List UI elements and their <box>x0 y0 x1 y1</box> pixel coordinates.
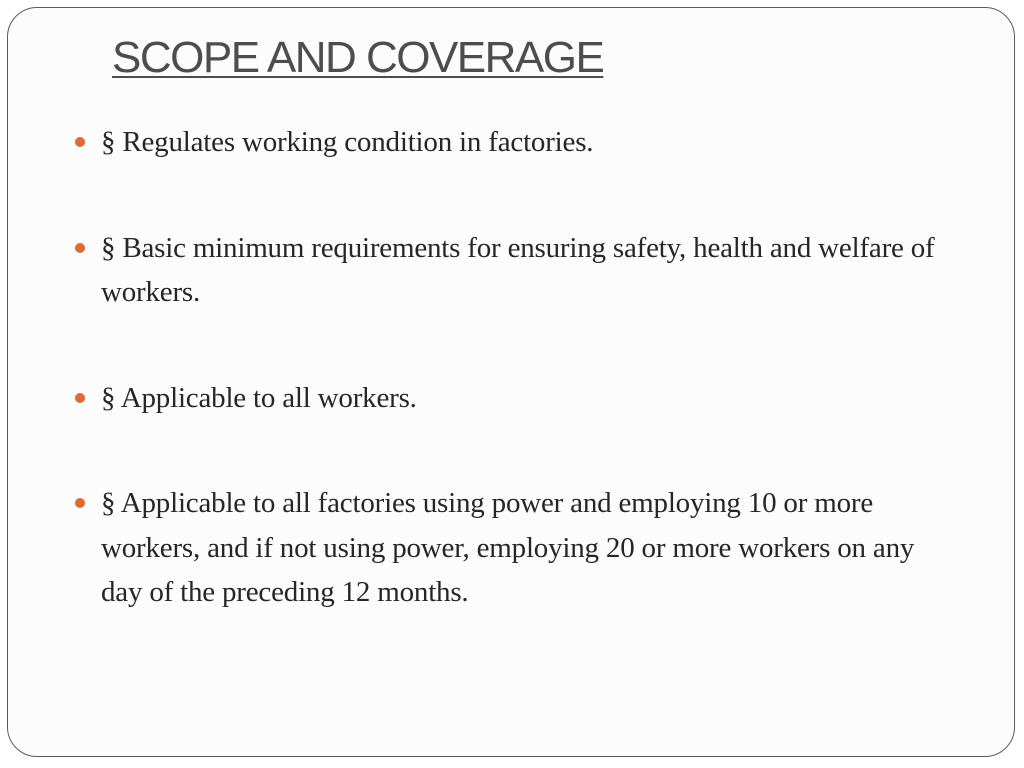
bullet-item <box>72 120 942 165</box>
bullet-item <box>72 376 942 421</box>
bullet-text: § Basic minimum requirements for ensuring safety, health and welfare of workers. <box>101 231 935 308</box>
bullet-item <box>72 226 942 315</box>
slide <box>7 7 1015 757</box>
bullet-item <box>72 481 942 615</box>
bullet-dot-icon <box>75 137 85 147</box>
bullet-dot-icon <box>75 393 85 403</box>
bullet-text: § Applicable to all factories using power and employing 10 or more workers, and if not using power, employing 20 or more workers on any day of the preceding 12 months. <box>101 487 915 608</box>
bullet-dot-icon <box>75 243 85 253</box>
bullet-dot-icon <box>75 498 85 508</box>
bullet-list <box>72 120 942 676</box>
slide-title: SCOPE AND COVERAGE <box>112 33 604 82</box>
bullet-text: § Applicable to all workers. <box>101 381 417 414</box>
bullet-text: § Regulates working condition in factories. <box>101 126 594 158</box>
